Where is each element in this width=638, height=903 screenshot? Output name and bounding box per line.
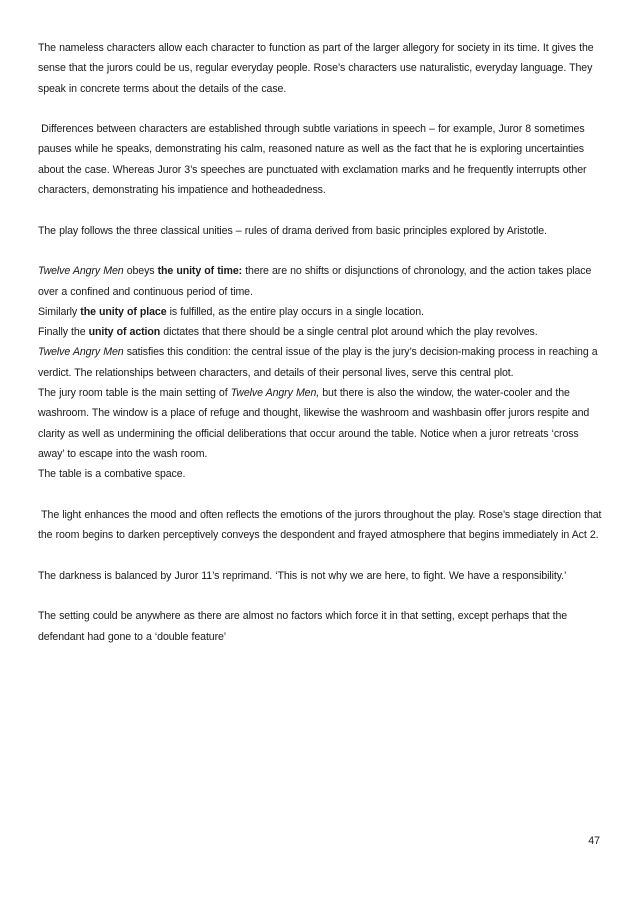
paragraph-setting-anywhere (38, 606, 606, 647)
paragraph-text: obeys (123, 265, 158, 278)
paragraph-text: Finally the (38, 326, 89, 339)
paragraph-unity-of-time (38, 261, 606, 302)
paragraph-jury-room-setting (38, 383, 606, 464)
page-number: 47 (588, 835, 600, 847)
paragraph-gap (38, 99, 606, 119)
paragraph-text: but there is also the window, the water-cooler and the washroom. The window is a place of refuge and thought, likewise the washroom and washbasin offer jurors respite and clarity as well as undermining the official deliberations that occur around the table. Notice when a juror retreats ‘cross away’ to escape into the wash room. (38, 387, 590, 460)
paragraph-text: The light enhances the mood and often reflects the emotions of the jurors throughout the play. Rose’s stage direction that the room begins to darken perceptively conveys the despondent and frayed atmosphere that begins immediately in Act 2. (38, 508, 602, 542)
paragraph-text: The play follows the three classical unities – rules of drama derived from basic principles explored by Aristotle. (38, 224, 547, 237)
paragraph-text: is fulfilled, as the entire play occurs in a single location. (166, 305, 424, 318)
paragraph-nameless-characters (38, 38, 606, 99)
bold-term: the unity of place (80, 305, 167, 318)
paragraph-gap (38, 545, 606, 565)
paragraph-text: there are no shifts or disjunctions of chronology, and the action takes place over a confined and continuous period of time. (38, 265, 592, 298)
paragraph-gap (38, 241, 606, 261)
paragraph-darkness-balanced (38, 566, 606, 586)
play-title: Twelve Angry Men (38, 346, 124, 359)
paragraph-central-plot (38, 342, 606, 383)
paragraph-text: The jury room table is the main setting of (38, 387, 231, 400)
paragraph-unity-of-place (38, 302, 606, 322)
bold-term: unity of action (88, 326, 161, 339)
paragraph-text: The nameless characters allow each character to function as part of the larger allegory for society in its time. It gives the sense that the jurors could be us, regular everyday people. Rose’s characters use naturalistic, everyday language. They speak in concrete terms about the details of the case. (38, 42, 594, 95)
paragraph-character-differences (38, 119, 606, 200)
paragraph-gap (38, 485, 606, 505)
paragraph-text: dictates that there should be a single central plot around which the play revolves. (160, 326, 538, 339)
paragraph-light-mood (38, 505, 606, 546)
play-title: Twelve Angry Men, (230, 387, 320, 400)
paragraph-text: Differences between characters are established through subtle variations in speech – for example, Juror 8 sometimes pauses while he speaks, demonstrating his calm, reasoned nature as well as the fact that he is exploring uncertainties about the case. Whereas Juror 3’s speeches are punctuated with exclamation marks and he frequently interrupts other characters, demonstrating his impatience and hotheadedness. (38, 123, 587, 197)
paragraph-text: The table is a combative space. (38, 468, 186, 481)
paragraph-gap (38, 200, 606, 220)
paragraph-gap (38, 586, 606, 606)
paragraph-text: The darkness is balanced by Juror 11’s reprimand. ‘This is not why we are here, to fight. We have a responsibility.’ (38, 569, 567, 582)
paragraph-combative-table (38, 464, 606, 484)
play-title: Twelve Angry Men (38, 265, 124, 278)
paragraph-text: satisfies this condition: the central issue of the play is the jury’s decision-making process in reaching a verdict. The relationships between characters, and details of their personal lives, serve this central plot. (38, 346, 598, 379)
paragraph-text: The setting could be anywhere as there are almost no factors which force it in that setting, except perhaps that the defendant had gone to a ‘double feature’ (38, 610, 568, 643)
paragraph-classical-unities (38, 221, 606, 241)
paragraph-text: Similarly (38, 305, 81, 318)
document-body (38, 38, 606, 647)
bold-term: the unity of time: (157, 265, 243, 278)
paragraph-unity-of-action (38, 322, 606, 342)
